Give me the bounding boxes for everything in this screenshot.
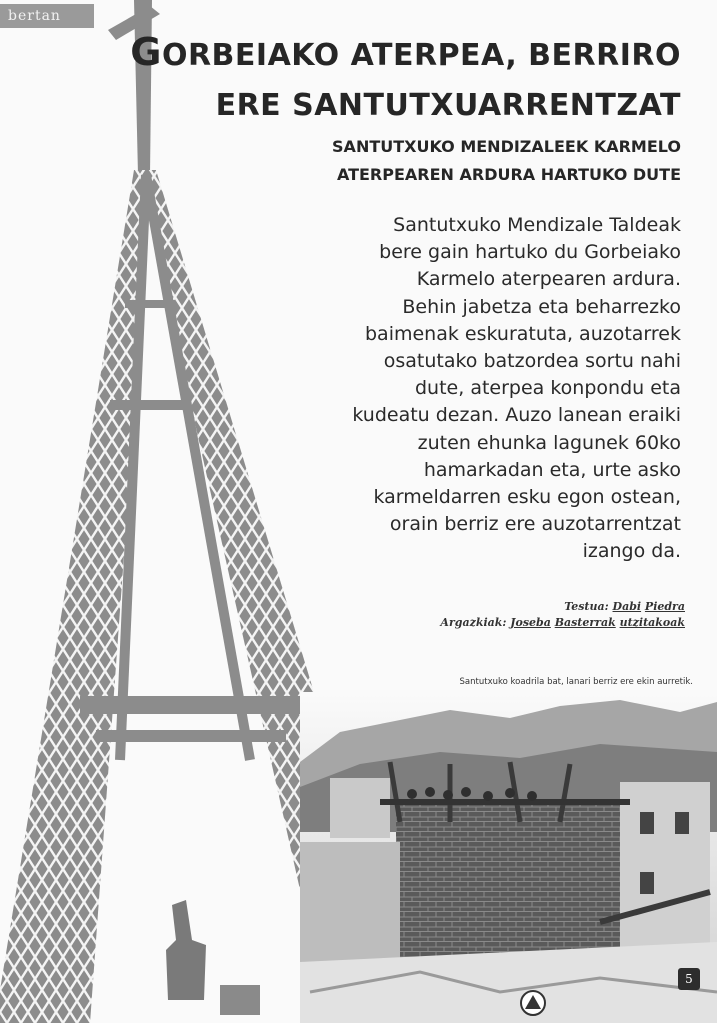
subheadline-line-1: SANTUTXUKO MENDIZALEEK KARMELO bbox=[332, 137, 681, 156]
body-line: dute, aterpea konpondu eta bbox=[415, 377, 681, 400]
article-body bbox=[301, 212, 681, 566]
body-line: Karmelo aterpearen ardura. bbox=[416, 268, 681, 291]
body-line: orain berriz ere auzotarrentzat bbox=[389, 513, 681, 536]
body-line: zuten ehunka lagunek 60ko bbox=[417, 431, 681, 454]
body-line: izango da. bbox=[582, 540, 681, 563]
photo-credit: Argazkiak: Joseba Basterrak utzitakoak bbox=[440, 616, 685, 629]
headline-line-2: ERE SANTUTXUARRENTZAT bbox=[215, 88, 681, 123]
body-line: Santutxuko Mendizale Taldeak bbox=[393, 214, 681, 236]
page-number: 5 bbox=[678, 968, 700, 990]
body-line: osatutako batzordea sortu nahi bbox=[383, 350, 681, 373]
text-credit: Testua: Dabi Piedra bbox=[564, 600, 685, 613]
subheadline-line-2: ATERPEAREN ARDURA HARTUKO DUTE bbox=[336, 165, 681, 184]
body-line: bere gain hartuko du Gorbeiako bbox=[379, 241, 681, 264]
body-line: karmeldarren esku egon ostean, bbox=[373, 486, 681, 509]
body-line: Behin jabetza eta beharrezko bbox=[402, 295, 681, 318]
body-line: baimenak eskuratuta, auzotarrek bbox=[364, 322, 681, 345]
refuge-construction-photo bbox=[300, 692, 717, 1023]
body-line: hamarkadan eta, urte asko bbox=[423, 458, 681, 481]
photo-caption: Santutxuko koadrila bat, lanari berriz ere ekin aurretik. bbox=[459, 677, 693, 687]
headline-line-1: GORBEIAKO ATERPEA, BERRIRO bbox=[130, 30, 681, 74]
body-line: kudeatu dezan. Auzo lanean eraiki bbox=[352, 404, 681, 427]
publisher-logo-icon bbox=[520, 990, 546, 1016]
section-tag: bertan bbox=[0, 4, 94, 28]
